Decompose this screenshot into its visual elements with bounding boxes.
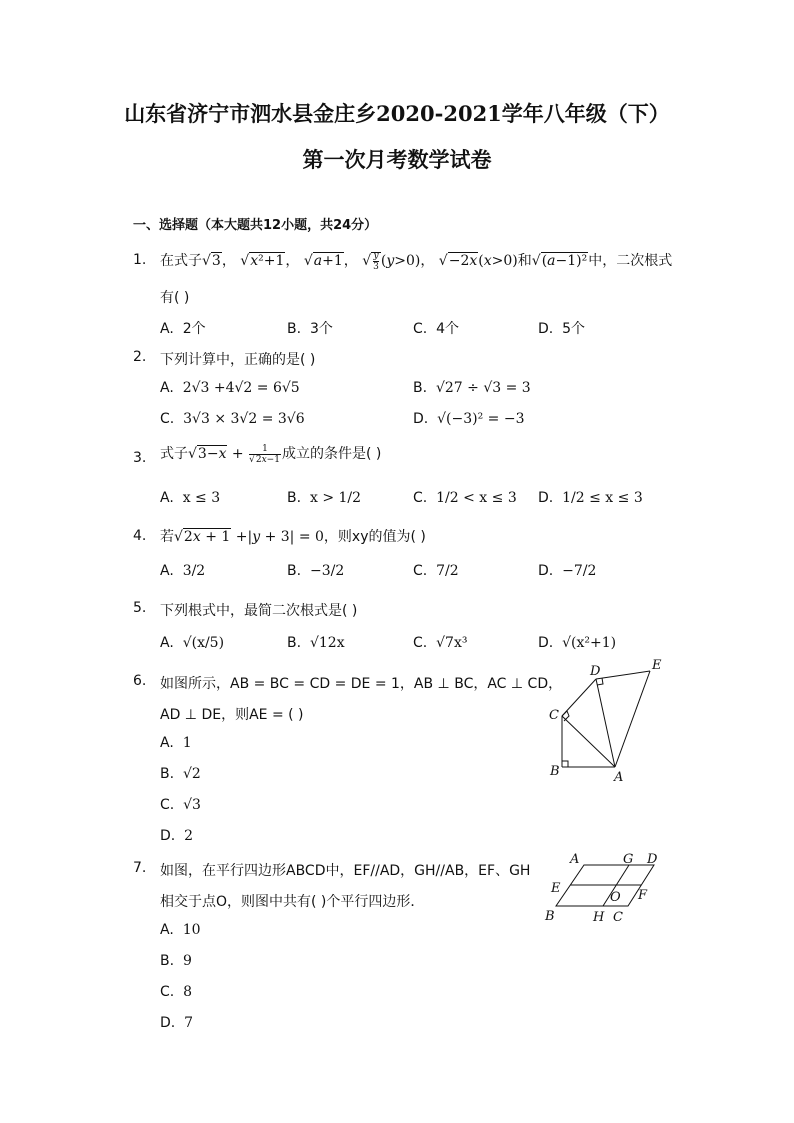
question-number: 2. [133,349,147,365]
option-a: A. 10 [160,922,201,938]
stem-line1: 如图所示，AB = BC = CD = DE = 1，AB ⊥ BC，AC ⊥ CD， [160,676,563,692]
exam-title-line2: 第一次月考数学试卷 [302,147,492,172]
option-a: A. 1 [160,735,192,751]
stem-tail: 中，二次根式 [588,253,673,269]
stem-line2: 相交于点O，则图中共有( )个平行四边形． [160,894,425,910]
label-c: C [549,708,559,723]
option-a: A. 2√3 +4√2 = 6√5 [160,380,300,396]
label-o: O [610,890,621,905]
right-angle-c [562,711,569,721]
option-a: A. 3/2 [160,563,206,579]
option-c: C. √3 [160,797,201,813]
stem-lead: 在式子 [160,253,202,269]
option-c: C. √7x³ [413,635,468,651]
option-b: B. 9 [160,953,192,969]
figure-q7 [540,848,670,928]
option-d: D. −7/2 [538,563,597,579]
label-a: A [570,852,580,867]
option-b: B. 3个 [287,321,333,337]
figure-q6 [540,655,670,785]
question-number: 5. [133,600,147,616]
segment-ea [615,671,650,767]
math-expr: √3−x + $\frac{1}{√2x-1}$ [188,443,280,465]
label-a: A [614,770,624,785]
option-b: B. √12x [287,635,345,651]
segment-da [596,679,615,767]
stem-line1: 如图，在平行四边形ABCD中，EF//AD，GH//AB，EF、GH [160,863,531,879]
option-c: C. 4个 [413,321,460,337]
question-number: 7. [133,860,147,876]
option-c: C. 7/2 [413,563,459,579]
label-e: E [652,658,662,673]
option-a: A. √(x/5) [160,635,225,651]
option-c: C. 8 [160,984,193,1000]
question-stem [160,526,426,546]
question-stem: 下列根式中，最简二次根式是( ) [160,603,358,619]
option-d: D. √(x²+1) [538,635,617,651]
label-c: C [613,910,623,925]
question-number: 4. [133,528,147,544]
question-number: 6. [133,673,147,689]
section-heading: 一、选择题（本大题共12小题，共24分） [133,218,378,233]
option-d: D. √(−3)² = −3 [413,411,525,427]
stem-lead: 若 [160,529,174,545]
option-a: A. x ≤ 3 [160,490,221,506]
label-d: D [647,852,658,867]
segment-ca [562,716,615,767]
label-h: H [593,910,605,925]
option-d: D. 1/2 ≤ x ≤ 3 [538,490,643,506]
stem-lead: 式子 [160,446,188,462]
label-f: F [638,888,648,903]
math-expr: √2x + 1 +|y + 3| = 0 [174,529,324,545]
stem-tail: ，则xy的值为( ) [323,529,426,545]
question-number: 1. [133,252,147,268]
label-e: E [551,881,561,896]
label-g: G [623,852,634,867]
stem-line2: AD ⊥ DE，则AE = ( ) [160,707,304,723]
option-b: B. x > 1/2 [287,490,362,506]
option-a: A. 2个 [160,321,206,337]
question-stem [160,250,672,272]
label-b: B [550,764,560,779]
question-number: 3. [133,450,147,466]
right-angle-b [562,761,568,767]
option-d: D. 2 [160,828,194,844]
stem-tail: 成立的条件是( ) [281,446,382,462]
segment-de [596,671,650,679]
exam-title-line1: 山东省济宁市泗水县金庄乡2020-2021学年八年级（下） [124,101,670,126]
label-b: B [545,909,555,924]
option-d: D. 5个 [538,321,586,337]
option-c: C. 1/2 < x ≤ 3 [413,490,517,506]
math-expr: √3， √x²+1， √a+1， √ $\frac{y}{3}$ (y>0)， √−2x(x>0)和√(a−1)² [202,250,588,272]
option-d: D. 7 [160,1015,194,1031]
option-b: B. √27 ÷ √3 = 3 [413,380,531,396]
stem-line2: 有( ) [160,290,190,306]
option-b: B. −3/2 [287,563,345,579]
question-stem: 下列计算中，正确的是( ) [160,352,316,368]
label-d: D [590,664,601,679]
option-c: C. 3√3 × 3√2 = 3√6 [160,411,305,427]
question-stem [160,443,381,465]
option-b: B. √2 [160,766,201,782]
